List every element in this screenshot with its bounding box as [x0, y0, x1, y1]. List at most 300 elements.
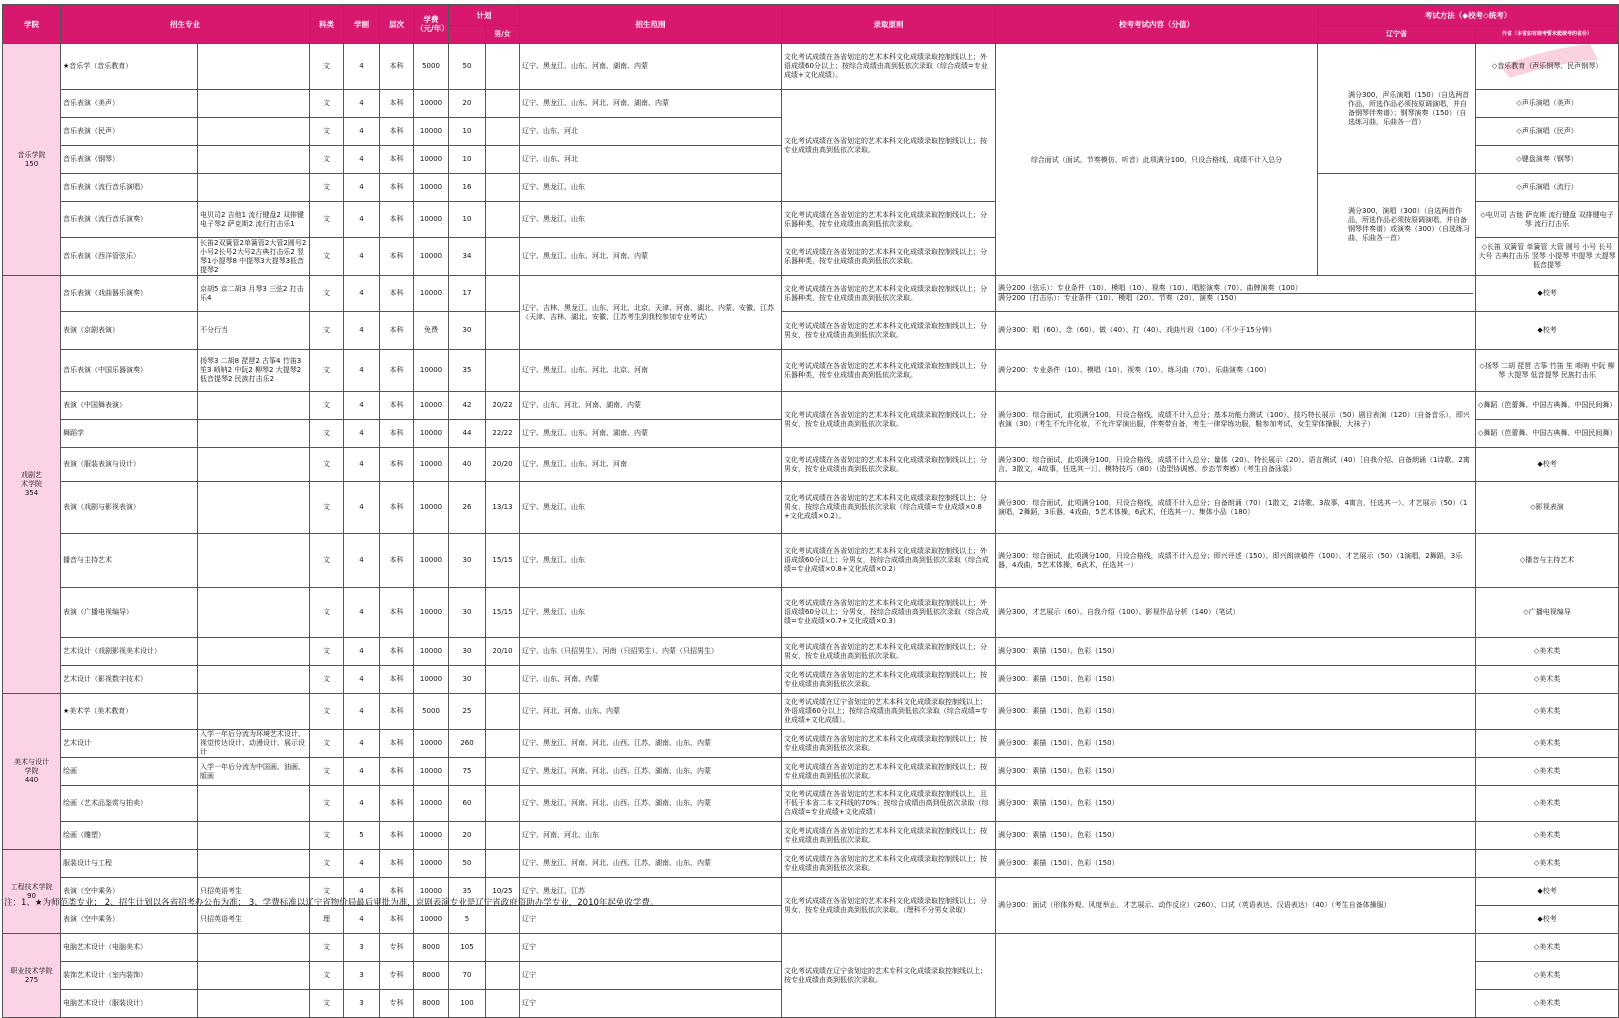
table-row — [3, 350, 1619, 392]
major-note: 入学一年后分流为中国画、油画、版画 — [198, 758, 310, 786]
duration: 4 — [344, 174, 380, 202]
exam-method-liaoning: ◇影视表演 — [1476, 482, 1619, 534]
duration: 4 — [344, 276, 380, 312]
category: 文 — [310, 90, 344, 118]
table-row — [3, 758, 1619, 786]
tuition: 8000 — [414, 934, 449, 962]
category: 文 — [310, 482, 344, 534]
major-note — [198, 786, 310, 822]
major-name: 艺术设计（影视数字技术） — [61, 666, 198, 694]
tuition: 10000 — [414, 276, 449, 312]
admission-principle: 文化考试成绩在各省划定的艺术本科文化成绩录取控制线以上；按专业成绩由高到低依次录取。 — [782, 758, 996, 786]
exam-content — [996, 276, 1476, 312]
plan-gender: 15/15 — [486, 588, 520, 638]
major-note — [198, 420, 310, 448]
category: 文 — [310, 822, 344, 850]
plan-count: 25 — [449, 694, 486, 730]
header-exam-method: 考试方法（◆校考◇统考） — [1318, 5, 1619, 26]
major-note — [198, 638, 310, 666]
tuition: 10000 — [414, 638, 449, 666]
duration: 4 — [344, 786, 380, 822]
plan-count: 16 — [449, 174, 486, 202]
major-note — [198, 174, 310, 202]
exam-method-liaoning: ◇播音与主持艺术 — [1476, 534, 1619, 588]
admission-principle: 文化考试成绩在各省划定的艺术本科文化成绩录取控制线以上；分乐器种类，按专业成绩由高到低依次录取。 — [782, 350, 996, 392]
plan-count: 35 — [449, 350, 486, 392]
region: 辽宁、黑龙江、山东、河北、河南 — [520, 448, 782, 482]
region: 辽宁、黑龙江、山东 — [520, 482, 782, 534]
admission-principle: 文化考试成绩在辽宁省划定的艺术专科文化成绩录取控制线以上；按专业成绩由高到低依次录取。 — [782, 934, 996, 1018]
major-name: 电脑艺术设计（服装设计） — [61, 990, 198, 1018]
duration: 4 — [344, 694, 380, 730]
tuition: 10000 — [414, 202, 449, 238]
region: 辽宁、黑龙江、河南、河北、山西、江苏、湖南、山东、内蒙 — [520, 850, 782, 878]
major-name: 绘画 — [61, 758, 198, 786]
header-duration: 学制 — [344, 5, 380, 44]
table-row — [3, 588, 1619, 638]
duration: 4 — [344, 878, 380, 906]
tuition: 10000 — [414, 822, 449, 850]
tuition: 10000 — [414, 588, 449, 638]
major-name: 音乐表演（流行音乐演唱） — [61, 174, 198, 202]
major-note: 扬琴3 二胡8 琵琶2 古筝4 竹笛3 笙3 唢呐2 中阮2 柳琴2 大提琴2 低音提琴2 民族打击乐2 — [198, 350, 310, 392]
college-name: 美术与设计 学院 440 — [3, 694, 61, 850]
admission-principle: 文化考试成绩在各省划定的艺术本科文化成绩录取控制线以上；外语成绩60分以上；分男女，按综合成绩由高到低依次录取（综合成绩=专业成绩×0.8+文化成绩×0.2） — [782, 534, 996, 588]
exam-method-liaoning: ◇声乐演唱（民声） — [1476, 118, 1619, 146]
region: 辽宁、黑龙江、山东 — [520, 534, 782, 588]
region: 辽宁、黑龙江、山东、河南、湖南、内蒙 — [520, 44, 782, 90]
category: 文 — [310, 448, 344, 482]
duration: 4 — [344, 758, 380, 786]
tuition: 5000 — [414, 694, 449, 730]
tuition: 8000 — [414, 990, 449, 1018]
exam-method-liaoning: ◇美术类 — [1476, 730, 1619, 758]
tuition: 10000 — [414, 878, 449, 906]
level: 本科 — [380, 174, 414, 202]
region: 辽宁 — [520, 962, 782, 990]
major-note — [198, 44, 310, 90]
level: 本科 — [380, 44, 414, 90]
region: 辽宁、山东、河北 — [520, 146, 782, 174]
admission-principle: 文化考试成绩在各省划定的艺术本科文化成绩录取控制线以上；分男女，按专业成绩由高到低依次录取。 — [782, 638, 996, 666]
major-note: 入学一年后分流为环境艺术设计、视觉传达设计、动漫设计、展示设计 — [198, 730, 310, 758]
duration: 4 — [344, 146, 380, 174]
level: 本科 — [380, 420, 414, 448]
plan-count: 42 — [449, 392, 486, 420]
category: 文 — [310, 312, 344, 350]
tuition: 10000 — [414, 118, 449, 146]
header-tuition: 学费 （元/年） — [414, 5, 449, 44]
exam-method-liaoning: ◇声乐演唱（美声） — [1476, 90, 1619, 118]
tuition: 10000 — [414, 482, 449, 534]
exam-method-liaoning: ◇美术类 — [1476, 850, 1619, 878]
plan-count: 20 — [449, 822, 486, 850]
exam-method-liaoning: ◇美术类 — [1476, 822, 1619, 850]
major-note — [198, 850, 310, 878]
major-note — [198, 448, 310, 482]
tuition: 10000 — [414, 534, 449, 588]
plan-count: 30 — [449, 588, 486, 638]
category: 文 — [310, 146, 344, 174]
admission-principle: 文化考试成绩在各省划定的艺术本科文化成绩录取控制线以上；按专业成绩由高到低依次录取。 — [782, 850, 996, 878]
category: 文 — [310, 962, 344, 990]
tuition: 10000 — [414, 420, 449, 448]
plan-count: 50 — [449, 44, 486, 90]
major-note — [198, 666, 310, 694]
admission-principle: 文化考试成绩在各省划定的艺术本科文化成绩录取控制线以上；分男女，按综合成绩由高到低依次录取（综合成绩=专业成绩×0.8+文化成绩×0.2）。 — [782, 482, 996, 534]
major-name: 表演（空中乘务） — [61, 906, 198, 934]
duration: 4 — [344, 44, 380, 90]
major-name: 表演（空中乘务） — [61, 878, 198, 906]
level: 本科 — [380, 822, 414, 850]
plan-gender — [486, 990, 520, 1018]
major-note — [198, 392, 310, 420]
major-note — [198, 118, 310, 146]
level: 本科 — [380, 588, 414, 638]
table-row — [3, 666, 1619, 694]
admission-principle: 文化考试成绩在各省划定的艺术本科文化成绩录取控制线以上；分乐器种类，按专业成绩由高到低依次录取。 — [782, 276, 996, 312]
exam-method-liaoning: ◇长笛 双簧管 单簧管 大管 圆号 小号 长号 大号 古典打击乐 竖琴 小提琴 中提琴 大提琴 低音提琴 — [1476, 238, 1619, 276]
exam-content: 满分300：综合面试，此项满分100，只设合格线，成绩不计入总分；自备朗诵（70）（1散文，2诗歌、3故事，4寓言，任选其一）、才艺展示（50）（1演唱，2舞蹈，3乐器，4戏曲，5艺术体操，6武术，任选其一）、集体小品（180） — [996, 482, 1476, 534]
duration: 4 — [344, 312, 380, 350]
duration: 4 — [344, 588, 380, 638]
major-name: ★美术学（美术教育） — [61, 694, 198, 730]
exam-content: 满分300：面试（形体外观、风度举止、才艺展示、动作反应）（260）、口试（英语表达、汉语表达）（40）（考生自备体操服） — [996, 878, 1476, 934]
region: 辽宁、山东、河北、河南、湖南、内蒙 — [520, 392, 782, 420]
major-note — [198, 990, 310, 1018]
plan-gender — [486, 146, 520, 174]
major-note — [198, 694, 310, 730]
duration: 4 — [344, 90, 380, 118]
tuition: 10000 — [414, 730, 449, 758]
tuition: 10000 — [414, 146, 449, 174]
level: 本科 — [380, 238, 414, 276]
major-note — [198, 90, 310, 118]
header-exam-liaoning: 辽宁省 — [1318, 26, 1476, 44]
header-principle: 录取原则 — [782, 5, 996, 44]
major-name: 音乐表演（流行音乐演奏） — [61, 202, 198, 238]
plan-count: 20 — [449, 90, 486, 118]
level: 本科 — [380, 850, 414, 878]
tuition: 10000 — [414, 174, 449, 202]
tuition: 10000 — [414, 666, 449, 694]
exam-method-liaoning: ◆校考 — [1476, 878, 1619, 906]
table-row — [3, 276, 1619, 312]
duration: 4 — [344, 730, 380, 758]
header-plan-gender: 男/女 — [486, 26, 520, 44]
plan-gender — [486, 276, 520, 312]
exam-method-liaoning: ◆校考 — [1476, 312, 1619, 350]
college-name: 音乐学院 150 — [3, 44, 61, 276]
plan-gender — [486, 238, 520, 276]
table-row — [3, 638, 1619, 666]
table-row — [3, 730, 1619, 758]
region: 辽宁、黑龙江、河南、河北、山西、江苏、湖南、山东、内蒙 — [520, 758, 782, 786]
table-row — [3, 482, 1619, 534]
major-name: 音乐表演（民声） — [61, 118, 198, 146]
plan-count: 30 — [449, 638, 486, 666]
header-major: 招生专业 — [61, 5, 310, 44]
plan-gender — [486, 44, 520, 90]
admission-principle: 文化考试成绩在辽宁省划定的艺术本科文化成绩录取控制线以上；外语成绩60分以上；按综合成绩由高到低依次录取（综合成绩=专业成绩+文化成绩）。 — [782, 694, 996, 730]
plan-gender — [486, 730, 520, 758]
region: 辽宁、吉林、黑龙江、山东、河北、北京、天津、河南、湖北、内蒙、安徽、江苏（天津、吉林、湖北、安徽、江苏考生到我校参加专业考试） — [520, 276, 782, 350]
region: 辽宁、黑龙江、江苏 — [520, 878, 782, 906]
region: 辽宁、黑龙江、河南、河北、山西、江苏、湖南、山东、内蒙 — [520, 786, 782, 822]
plan-gender — [486, 174, 520, 202]
major-note — [198, 588, 310, 638]
exam-method-liaoning: ◇美术类 — [1476, 962, 1619, 990]
tuition: 10000 — [414, 350, 449, 392]
major-name: 表演（京剧表演） — [61, 312, 198, 350]
category: 文 — [310, 786, 344, 822]
college-name: 工程技术学院 90 — [3, 850, 61, 934]
region: 辽宁、河南、河北、山东 — [520, 822, 782, 850]
plan-count: 17 — [449, 276, 486, 312]
level: 本科 — [380, 694, 414, 730]
plan-gender: 22/22 — [486, 420, 520, 448]
category: 文 — [310, 44, 344, 90]
table-row — [3, 694, 1619, 730]
admission-principle: 文化考试成绩在各省划定的艺术本科文化成绩录取控制线以上；按专业成绩由高到低依次录取。 — [782, 666, 996, 694]
level: 本科 — [380, 350, 414, 392]
exam-content: 满分300：唱（60）、念（60）、做（40）、打（40）、戏曲片段（100）（不少于15分钟） — [996, 312, 1476, 350]
plan-count: 34 — [449, 238, 486, 276]
duration: 4 — [344, 118, 380, 146]
plan-gender: 20/10 — [486, 638, 520, 666]
plan-gender — [486, 118, 520, 146]
category: 文 — [310, 202, 344, 238]
duration: 4 — [344, 482, 380, 534]
college-name: 戏剧艺 术学院 354 — [3, 276, 61, 694]
category: 文 — [310, 588, 344, 638]
major-note: 只招英语考生 — [198, 906, 310, 934]
major-note — [198, 962, 310, 990]
exam-content: 满分300：素描（150）、色彩（150） — [996, 638, 1476, 666]
plan-count: 260 — [449, 730, 486, 758]
category: 文 — [310, 878, 344, 906]
category: 文 — [310, 534, 344, 588]
major-note — [198, 482, 310, 534]
exam-content: 满分300：素描（150）、色彩（150） — [996, 786, 1476, 822]
admission-principle: 文化考试成绩在各省划定的艺术本科文化成绩录取控制线以上；分男女，按专业成绩由高到低依次录取。 — [782, 312, 996, 350]
exam-method-liaoning: ◇声乐演唱（流行） — [1476, 174, 1619, 202]
plan-count: 70 — [449, 962, 486, 990]
level: 本科 — [380, 638, 414, 666]
region: 辽宁 — [520, 990, 782, 1018]
plan-count: 10 — [449, 118, 486, 146]
plan-count: 10 — [449, 146, 486, 174]
plan-count: 75 — [449, 758, 486, 786]
level: 专科 — [380, 962, 414, 990]
exam-percussion: 满分200（打击乐）：专业条件（10）、模唱（20）、节奏（20）、演奏（150） — [998, 293, 1473, 303]
exam-method-liaoning: ◇音乐教育（声乐钢琴、民声钢琴） — [1476, 44, 1619, 90]
admissions-table — [2, 4, 1619, 1018]
level: 本科 — [380, 392, 414, 420]
tuition: 10000 — [414, 392, 449, 420]
major-name: 音乐表演（钢琴） — [61, 146, 198, 174]
level: 本科 — [380, 146, 414, 174]
header-plan: 计划 — [449, 5, 520, 26]
region: 辽宁、黑龙江、河南、河北、山西、江苏、湖南、山东、内蒙 — [520, 730, 782, 758]
tuition: 10000 — [414, 786, 449, 822]
level: 本科 — [380, 758, 414, 786]
category: 文 — [310, 758, 344, 786]
duration: 4 — [344, 238, 380, 276]
exam-strings: 满分200（弦乐）：专业条件（10）、模唱（10）、视奏（10）、唱腔演奏（70）、曲牌演奏（100） — [998, 284, 1302, 292]
header-region: 招生范围 — [520, 5, 782, 44]
table-row — [3, 312, 1619, 350]
plan-gender — [486, 962, 520, 990]
duration: 4 — [344, 638, 380, 666]
header-level: 层次 — [380, 5, 414, 44]
tuition: 免费 — [414, 312, 449, 350]
exam-content: 满分200：专业条件（10）、模唱（10）、视奏（10）、练习曲（70）、乐曲演奏（100） — [996, 350, 1476, 392]
plan-gender — [486, 906, 520, 934]
major-name: 艺术设计 — [61, 730, 198, 758]
exam-method-liaoning: ◇美术类 — [1476, 694, 1619, 730]
plan-gender: 20/20 — [486, 448, 520, 482]
exam-method-liaoning: ◇美术类 — [1476, 666, 1619, 694]
duration: 5 — [344, 822, 380, 850]
plan-count: 35 — [449, 878, 486, 906]
exam-method-liaoning: ◇舞蹈（芭蕾舞、中国古典舞、中国民间舞） — [1476, 392, 1619, 420]
plan-count: 30 — [449, 312, 486, 350]
exam-method-liaoning: ◇美术类 — [1476, 990, 1619, 1018]
admission-principle: 文化考试成绩在各省划定的艺术本科文化成绩录取控制线以上；分男女，按专业成绩由高到低依次录取。 — [782, 392, 996, 448]
category: 文 — [310, 666, 344, 694]
duration: 4 — [344, 534, 380, 588]
header-college: 学院 — [3, 5, 61, 44]
table-row — [3, 534, 1619, 588]
admission-principle: 文化考试成绩在各省划定的艺术本科文化成绩录取控制线以上；分男女，按专业成绩由高到低依次录取。（理科不分男女录取） — [782, 878, 996, 934]
exam-content: 满分300：素描（150）、色彩（150） — [996, 822, 1476, 850]
major-note: 京胡5 京二胡3 月琴3 三弦2 打击乐4 — [198, 276, 310, 312]
region: 辽宁、黑龙江、山东、河南、湖南、内蒙 — [520, 420, 782, 448]
exam-content: 满分300：综合面试，此项满分100，只设合格线，成绩不计入总分；基本功能力测试（100）、技巧特长展示（50）剧目表演（120）（自备音乐），即兴表演（30）（考生不允许化妆，不允许穿演出服，伴奏带自备，考生一律穿练功服，鞋参加考试，女生穿体操服，大袜子） — [996, 392, 1476, 448]
tuition: 10000 — [414, 850, 449, 878]
region: 辽宁、黑龙江、山东、河北、河南、湖南、内蒙 — [520, 90, 782, 118]
college-name: 职业技术学院 275 — [3, 934, 61, 1018]
exam-method-liaoning: ◇舞蹈（芭蕾舞、中国古典舞、中国民间舞） — [1476, 420, 1619, 448]
plan-gender — [486, 850, 520, 878]
category: 文 — [310, 990, 344, 1018]
exam-content: 满分300：素描（150）、色彩（150） — [996, 850, 1476, 878]
region: 辽宁、黑龙江、山东 — [520, 588, 782, 638]
major-note — [198, 934, 310, 962]
plan-gender — [486, 694, 520, 730]
major-name: 绘画（艺术品鉴赏与拍卖） — [61, 786, 198, 822]
major-name: 舞蹈学 — [61, 420, 198, 448]
region: 辽宁、山东、河北 — [520, 118, 782, 146]
category: 文 — [310, 694, 344, 730]
admission-principle: 文化考试成绩在各省划定的艺术本科文化成绩录取控制线以上，且不低于本省二本文科线的70%；按综合成绩由高到低依次录取（综合成绩=专业成绩+文化成绩） — [782, 786, 996, 822]
plan-count: 30 — [449, 666, 486, 694]
region: 辽宁、河北、河南、山东、内蒙 — [520, 694, 782, 730]
level: 本科 — [380, 878, 414, 906]
plan-gender — [486, 666, 520, 694]
exam-interview: 综合面试（面试、节奏模仿、听音）此项满分100，只设合格线，成绩不计入总分 — [996, 44, 1318, 276]
exam-content: 满分300，演唱（300）（自选两首作品，所选作品必须按原调演唱，并自备钢琴伴奏谱）或演奏（300）（自选练习曲，乐曲各一首） — [1318, 174, 1476, 276]
table-row — [3, 822, 1619, 850]
exam-method-liaoning: ◇电贝司 吉他 萨克斯 流行键盘 双排键电子琴 流行打击乐 — [1476, 202, 1619, 238]
exam-content: 满分300：综合面试，此项满分100，只设合格线，成绩不计入总分；即兴评述（150）、即兴朗读稿件（100）、才艺展示（50）（1演唱，2舞蹈，3乐器，4戏曲，5艺术体操，6武术，任选其一） — [996, 534, 1476, 588]
header-exam-other: 外省（本省如有统考暂未能统考的省份） — [1476, 26, 1619, 44]
exam-method-liaoning: ◆校考 — [1476, 906, 1619, 934]
region: 辽宁、山东（只招男生）、河南（只招男生）、内蒙（只招男生） — [520, 638, 782, 666]
exam-content: 满分300：素描（150）、色彩（150） — [996, 666, 1476, 694]
category: 文 — [310, 238, 344, 276]
plan-count: 40 — [449, 448, 486, 482]
level: 本科 — [380, 448, 414, 482]
level: 本科 — [380, 312, 414, 350]
region: 辽宁、黑龙江、山东 — [520, 202, 782, 238]
major-note: 电贝司2 吉他1 流行键盘2 双排键电子琴2 萨克斯2 流行打击乐1 — [198, 202, 310, 238]
major-name: 播音与主持艺术 — [61, 534, 198, 588]
level: 本科 — [380, 666, 414, 694]
exam-content: 满分300：素描（150）、色彩（150） — [996, 694, 1476, 730]
plan-count: 10 — [449, 202, 486, 238]
header-exam-content: 校考考试内容（分值） — [996, 5, 1318, 44]
duration: 4 — [344, 420, 380, 448]
plan-gender — [486, 350, 520, 392]
category: 文 — [310, 350, 344, 392]
level: 本科 — [380, 730, 414, 758]
region: 辽宁 — [520, 906, 782, 934]
admission-principle: 文化考试成绩在各省划定的艺术本科文化成绩录取控制线以上；按专业成绩由高到低依次录取。 — [782, 730, 996, 758]
table-row — [3, 44, 1619, 90]
admission-principle: 文化考试成绩在各省划定的艺术本科文化成绩录取控制线以上；分乐器种类，按专业成绩由高到低依次录取。 — [782, 238, 996, 276]
plan-count: 105 — [449, 934, 486, 962]
major-name: 装饰艺术设计（室内装饰） — [61, 962, 198, 990]
major-name: 电脑艺术设计（电脑美术） — [61, 934, 198, 962]
plan-count: 50 — [449, 850, 486, 878]
major-name: 表演（广播电视编导） — [61, 588, 198, 638]
tuition: 8000 — [414, 962, 449, 990]
major-name: ★音乐学（音乐教育） — [61, 44, 198, 90]
category: 文 — [310, 392, 344, 420]
major-name: 音乐表演（美声） — [61, 90, 198, 118]
duration: 3 — [344, 990, 380, 1018]
duration: 4 — [344, 906, 380, 934]
major-name: 艺术设计（戏剧影视美术设计） — [61, 638, 198, 666]
tuition: 10000 — [414, 906, 449, 934]
major-name: 表演（中国舞表演） — [61, 392, 198, 420]
level: 本科 — [380, 276, 414, 312]
category: 文 — [310, 638, 344, 666]
level: 专科 — [380, 990, 414, 1018]
major-note: 长笛2双簧管2单簧管2大管2圆号2小号2长号2大号2古典打击乐2 竖琴1小提琴8 中提琴3大提琴3低音提琴2 — [198, 238, 310, 276]
plan-gender — [486, 822, 520, 850]
exam-method-liaoning: ◇扬琴 二胡 琵琶 古筝 竹笛 笙 唢呐 中阮 柳琴 大提琴 低音提琴 民族打击乐 — [1476, 350, 1619, 392]
plan-gender — [486, 202, 520, 238]
admission-principle: 文化考试成绩在各省划定的艺术本科文化成绩录取控制线以上；按专业成绩由高到低依次录取。 — [782, 90, 996, 202]
footnote: 注：1、★为师范类专业； 2、招生计划以各省招考办公布为准； 3、学费标准以辽宁省物价局最后审批为准，京剧表演专业是辽宁省政府资助办学专业，2010年起免收学费。 — [4, 898, 659, 908]
plan-count: 100 — [449, 990, 486, 1018]
header-category: 科类 — [310, 5, 344, 44]
plan-count: 30 — [449, 534, 486, 588]
duration: 4 — [344, 350, 380, 392]
admission-principle: 文化考试成绩在各省划定的艺术本科文化成绩录取控制线以上；分男女，按专业成绩由高到低依次录取。 — [782, 448, 996, 482]
plan-gender — [486, 934, 520, 962]
level: 本科 — [380, 202, 414, 238]
region: 辽宁、黑龙江、山东、河北、北京、河南 — [520, 350, 782, 392]
tuition: 5000 — [414, 44, 449, 90]
category: 文 — [310, 118, 344, 146]
exam-content: 满分300，声乐演唱（150）（自选两首作品，所选作品必须按原调演唱，并自备钢琴伴奏谱）；钢琴演奏（150）（自选练习曲，乐曲各一首） — [1318, 44, 1476, 174]
plan-count: 44 — [449, 420, 486, 448]
duration: 4 — [344, 666, 380, 694]
